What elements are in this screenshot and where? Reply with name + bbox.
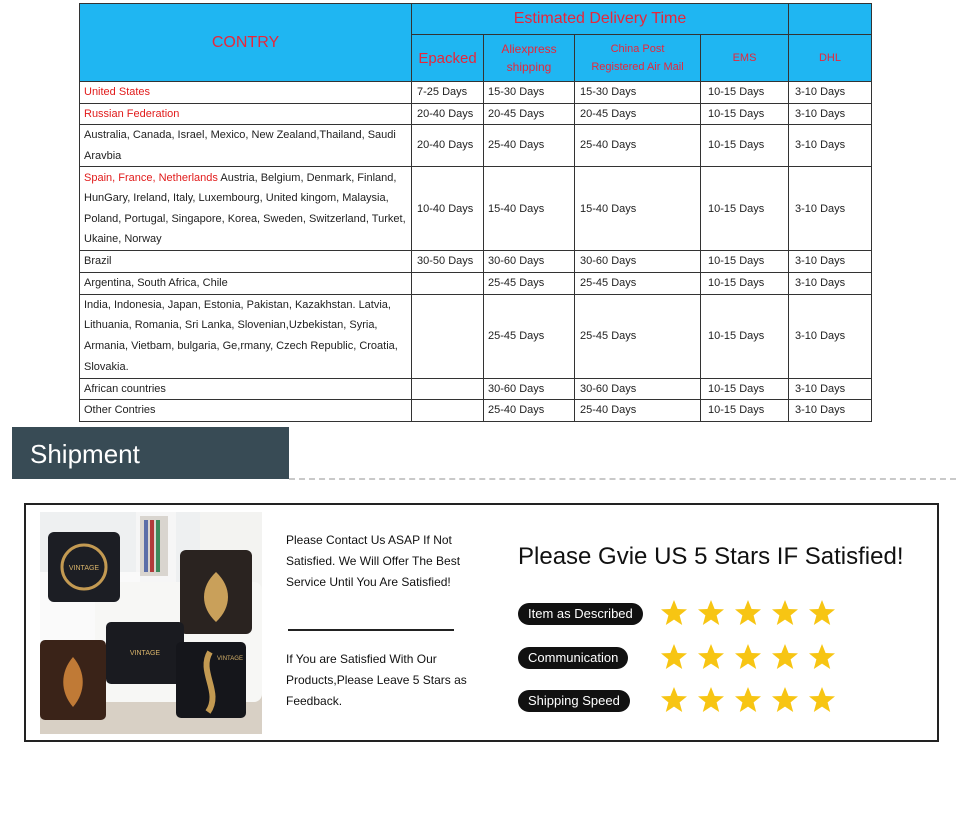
cell-aliexpress: 25-40 Days — [484, 400, 575, 422]
header-estimated-delivery: Estimated Delivery Time — [412, 4, 789, 35]
header-epacked: Epacked — [412, 35, 484, 82]
star-icon — [697, 643, 725, 671]
cell-ems: 10-15 Days — [701, 251, 789, 273]
cell-country — [80, 251, 412, 273]
photo-vintage-text-3: VINTAGE — [217, 656, 243, 662]
star-icon — [697, 599, 725, 627]
cell-country — [80, 272, 412, 294]
cell-epacked: 20-40 Days — [412, 125, 484, 167]
pillow-brown-ornament — [40, 640, 106, 720]
cell-dhl: 3-10 Days — [789, 400, 872, 422]
pillow-vintage-2 — [106, 622, 184, 684]
leave-feedback-text: If You are Satisfied With Our Products,Please Leave 5 Stars as Feedback. — [286, 652, 467, 708]
cell-aliexpress: 30-60 Days — [484, 378, 575, 400]
five-stars-title: Please Gvie US 5 Stars IF Satisfied! — [518, 543, 904, 570]
header-dhl: DHL — [789, 35, 872, 82]
delivery-time-table — [79, 3, 872, 422]
pillow-gold-pattern — [180, 550, 252, 634]
cell-country — [80, 294, 412, 378]
cell-dhl: 3-10 Days — [789, 272, 872, 294]
star-icon — [771, 599, 799, 627]
cell-epacked — [412, 400, 484, 422]
country-highlight: Spain, France, Netherlands — [84, 171, 218, 184]
star-icon — [734, 643, 762, 671]
star-icon — [771, 686, 799, 714]
country-highlight: Russian Federation — [84, 107, 180, 120]
table-row — [80, 251, 872, 273]
pillow-vintage-3 — [176, 642, 246, 718]
star-icon — [660, 643, 688, 671]
header-aliexpress-line2: shipping — [506, 60, 552, 74]
country-list: African countries — [84, 382, 166, 395]
cell-epacked — [412, 272, 484, 294]
cell-ems: 10-15 Days — [701, 167, 789, 251]
photo-vintage-text-2: VINTAGE — [129, 650, 161, 657]
star-icon — [660, 599, 688, 627]
rating-label: Shipping Speed — [518, 690, 630, 712]
cell-aliexpress: 25-40 Days — [484, 125, 575, 167]
star-rating — [660, 643, 845, 676]
country-list: India, Indonesia, Japan, Estonia, Pakistan, Kazakhstan. Latvia, Lithuania, Romania, Sri Lanka, Slovenian,Uzbekistan, Syria, Armania, Vietbam, bulgaria, Ge,rmany, Czech Republic, Croatia, Slovakia. — [84, 298, 398, 373]
header-china-post-line2: Registered Air Mail — [591, 61, 684, 73]
cell-aliexpress: 25-45 Days — [484, 294, 575, 378]
cell-aliexpress: 30-60 Days — [484, 251, 575, 273]
feedback-panel — [24, 503, 939, 742]
cell-ems: 10-15 Days — [701, 400, 789, 422]
rating-label: Communication — [518, 647, 628, 669]
cell-aliexpress: 20-45 Days — [484, 103, 575, 125]
star-icon — [808, 599, 836, 627]
country-list: Argentina, South Africa, Chile — [84, 276, 228, 289]
cell-chinapost: 20-45 Days — [575, 103, 701, 125]
cell-chinapost: 25-45 Days — [575, 294, 701, 378]
country-list: Australia, Canada, Israel, Mexico, New Zealand,Thailand, Saudi Aravbia — [84, 129, 396, 162]
table-row — [80, 294, 872, 378]
cell-chinapost: 25-45 Days — [575, 272, 701, 294]
cell-dhl: 3-10 Days — [789, 125, 872, 167]
pillow-vintage-1 — [48, 532, 120, 602]
country-list: Other Contries — [84, 404, 156, 417]
photo-vintage-text-1: VINTAGE — [68, 565, 100, 572]
star-rating — [660, 686, 845, 719]
cell-epacked — [412, 294, 484, 378]
cell-chinapost: 30-60 Days — [575, 378, 701, 400]
header-china-post-line1: China Post — [610, 43, 665, 55]
table-row — [80, 400, 872, 422]
header-blank — [789, 4, 872, 35]
shipment-dashed-divider — [289, 478, 956, 480]
star-icon — [808, 686, 836, 714]
delivery-table-body — [80, 82, 872, 422]
cell-chinapost: 30-60 Days — [575, 251, 701, 273]
cell-dhl: 3-10 Days — [789, 167, 872, 251]
star-icon — [734, 599, 762, 627]
cell-epacked: 10-40 Days — [412, 167, 484, 251]
country-list: Austria, Belgium, Denmark, Finland, HunGary, Ireland, Italy, Luxembourg, United kingom, Malaysia, Poland, Portugal, Singapore, Korea, Sweden, Switzerland, Turket, Ukaine, Norway — [84, 171, 406, 246]
cell-ems: 10-15 Days — [701, 125, 789, 167]
cell-dhl: 3-10 Days — [789, 251, 872, 273]
cell-chinapost: 25-40 Days — [575, 400, 701, 422]
text-divider — [288, 629, 454, 631]
product-photo — [40, 512, 262, 734]
table-row — [80, 167, 872, 251]
table-row — [80, 82, 872, 104]
header-aliexpress-line1: Aliexpress — [501, 42, 557, 56]
cell-epacked: 30-50 Days — [412, 251, 484, 273]
header-aliexpress — [484, 35, 575, 82]
star-icon — [734, 686, 762, 714]
country-highlight: United States — [84, 86, 151, 98]
star-icon — [771, 643, 799, 671]
country-list: Brazil — [84, 255, 112, 268]
star-icon — [808, 643, 836, 671]
cell-ems: 10-15 Days — [701, 294, 789, 378]
cell-country — [80, 400, 412, 422]
cell-country — [80, 103, 412, 125]
header-country: CONTRY — [80, 4, 412, 82]
cell-chinapost: 15-40 Days — [575, 167, 701, 251]
star-icon — [660, 686, 688, 714]
table-row — [80, 103, 872, 125]
cell-country — [80, 125, 412, 167]
cell-aliexpress: 25-45 Days — [484, 272, 575, 294]
header-china-post — [575, 35, 701, 82]
cell-dhl: 3-10 Days — [789, 294, 872, 378]
cell-aliexpress: 15-40 Days — [484, 167, 575, 251]
table-row — [80, 272, 872, 294]
star-icon — [697, 686, 725, 714]
cell-country — [80, 378, 412, 400]
cell-country — [80, 167, 412, 251]
cell-epacked: 7-25 Days — [412, 82, 484, 104]
table-row — [80, 125, 872, 167]
cell-ems: 10-15 Days — [701, 103, 789, 125]
cell-dhl: 3-10 Days — [789, 378, 872, 400]
cell-dhl: 3-10 Days — [789, 82, 872, 104]
cell-aliexpress: 15-30 Days — [484, 82, 575, 104]
pillow-scene-image — [40, 512, 262, 734]
cell-ems: 10-15 Days — [701, 378, 789, 400]
cell-ems: 10-15 Days — [701, 272, 789, 294]
rating-label: Item as Described — [518, 603, 643, 625]
contact-us-text: Please Contact Us ASAP If Not Satisfied. We Will Offer The Best Service Until You Are Satisfied! — [286, 533, 461, 589]
cell-epacked — [412, 378, 484, 400]
header-ems: EMS — [701, 35, 789, 82]
cell-chinapost: 25-40 Days — [575, 125, 701, 167]
star-rating — [660, 599, 845, 632]
cell-country — [80, 82, 412, 104]
cell-dhl: 3-10 Days — [789, 103, 872, 125]
table-row — [80, 378, 872, 400]
cell-epacked: 20-40 Days — [412, 103, 484, 125]
cell-ems: 10-15 Days — [701, 82, 789, 104]
cell-chinapost: 15-30 Days — [575, 82, 701, 104]
shipment-banner: Shipment — [12, 427, 289, 479]
